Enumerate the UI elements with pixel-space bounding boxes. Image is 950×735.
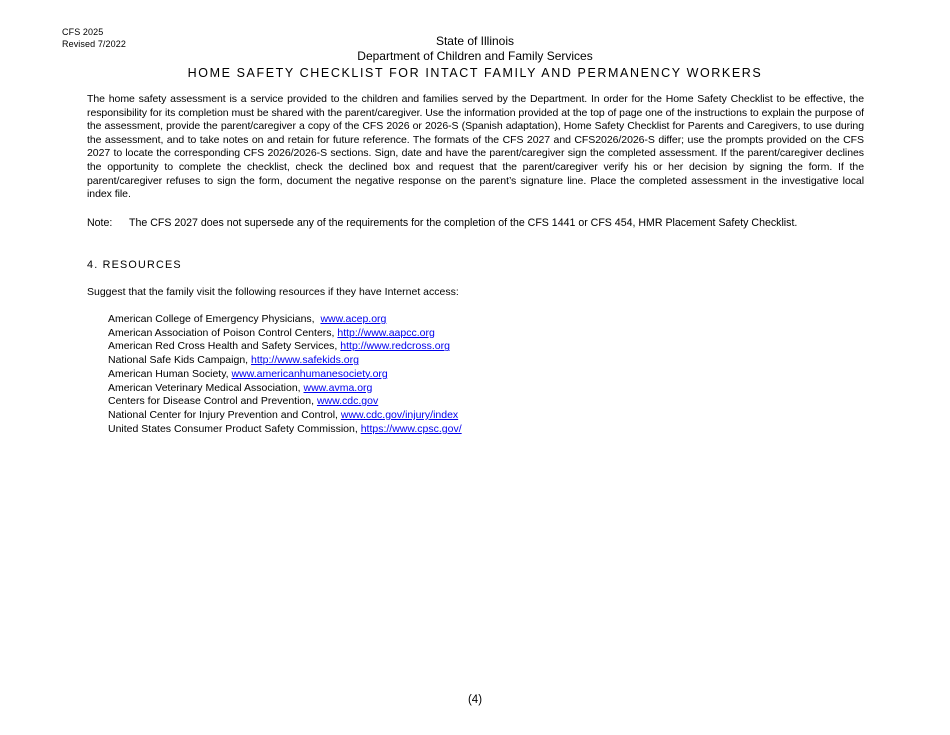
resource-item [108,382,462,396]
resource-list [108,313,462,436]
resource-link[interactable]: www.cdc.gov [316,395,379,408]
resource-name: American Red Cross Health and Safety Services, [108,340,341,353]
resource-item [108,340,462,354]
department-heading: Department of Children and Family Services [357,49,593,63]
resource-link[interactable]: www.cdc.gov/injury/index [340,408,459,421]
resource-link[interactable]: www.americanhumanesociety.org [231,367,388,380]
resource-name: American Veterinary Medical Association, [108,381,304,394]
note-text: The CFS 2027 does not supersede any of the requirements for the completion of the CFS 1441 or CFS 454, HMR Placement Safety Checklist. [129,217,798,229]
resource-item [108,368,462,382]
form-revision-date: Revised 7/2022 [62,39,126,49]
resource-link[interactable]: http://www.safekids.org [251,354,359,367]
resource-name: National Safe Kids Campaign, [108,354,251,367]
resource-item [108,313,462,327]
resource-name: United States Consumer Product Safety Commission, [108,422,361,435]
note-paragraph [87,216,877,230]
resource-link[interactable]: https://www.cpsc.gov/ [360,422,462,435]
resource-link[interactable]: http://www.redcross.org [340,340,450,353]
resource-item [108,327,462,341]
resources-intro: Suggest that the family visit the following resources if they have Internet access: [87,286,459,298]
resource-name: American Human Society, [108,367,232,380]
resource-item [108,395,462,409]
page-number: (4) [467,694,483,706]
note-label: Note: [87,217,113,229]
resource-name: American Association of Poison Control Centers, [108,326,338,339]
document-title: HOME SAFETY CHECKLIST FOR INTACT FAMILY AND PERMANENCY WORKERS [187,66,763,80]
form-number: CFS 2025 [62,27,104,37]
resource-link[interactable]: www.avma.org [303,381,373,394]
resource-item [108,354,462,368]
resource-name: American College of Emergency Physicians, [108,313,321,325]
resource-link[interactable]: www.acep.org [320,313,387,325]
section-heading: 4. RESOURCES [87,259,182,271]
state-heading: State of Illinois [435,34,515,48]
resource-name: Centers for Disease Control and Prevention, [108,395,317,408]
resource-item [108,409,462,423]
resource-item [108,423,462,437]
intro-paragraph: The home safety assessment is a service provided to the children and families served by the Department. In order for the Home Safety Checklist to be effective, the responsibility for its completion must be shared with the parent/caregiver. Use the information provided at the top of page one of the instructions to explain the purpose of the assessment, provide the parent/caregiver a copy of the CFS 2026 or 2026-S (Spanish adaptation), Home Safety Checklist for Parents and Caregivers, to use during the assessment, and to take notes on and retain for future reference. The formats of the CFS 2027 and CFS2026/2026-S differ; use the prompts provided on the CFS 2027 to locate the corresponding CFS 2026/2026-S sections. Sign, date and have the parent/caregiver sign the completed assessment. If the parent/caregiver declines the opportunity to complete the checklist, check the declined box and request that the parent/caregiver verify his or her decision by signing the form. If the parent/caregiver refuses to sign the form, document the negative response on the parent’s signature line. Place the completed assessment in the investigative local index file. [87,93,864,201]
resource-link[interactable]: http://www.aapcc.org [337,326,435,339]
resource-name: National Center for Injury Prevention and Control, [108,408,341,421]
